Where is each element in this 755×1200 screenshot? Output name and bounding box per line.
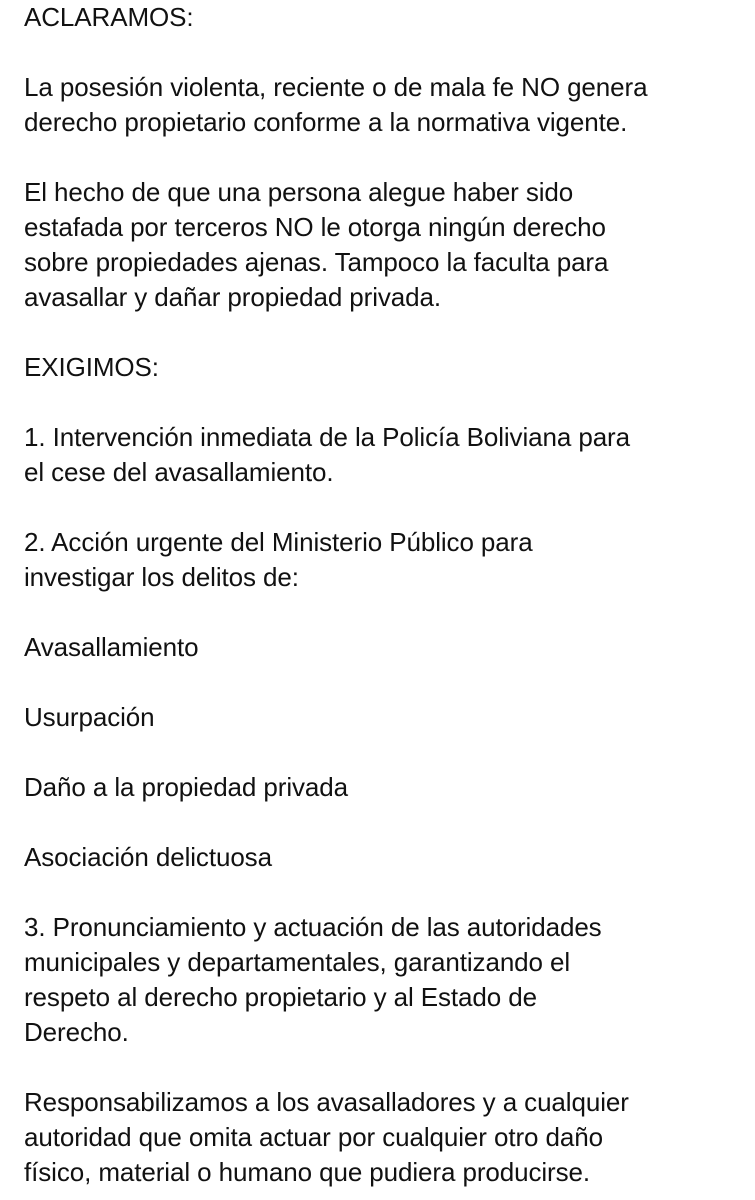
paragraph-line: derecho propietario conforme a la normativa vigente. [24,107,628,137]
delito-label: Asociación delictuosa [24,842,272,872]
delito-dano [24,770,744,805]
spacer [24,315,744,350]
spacer [24,140,744,175]
paragraph-line: avasallar y dañar propiedad privada. [24,282,441,312]
closing-paragraph [24,1085,744,1190]
spacer [24,595,744,630]
demand-item-3 [24,910,744,1050]
paragraph-posesion [24,70,744,140]
demand-item-1 [24,420,744,490]
paragraph-line: físico, material o humano que pudiera producirse. [24,1157,590,1187]
delito-label: Usurpación [24,702,155,732]
heading-exigimos [24,350,744,385]
heading-line: EXIGIMOS: [24,352,159,382]
spacer [24,805,744,840]
heading-aclaramos [24,0,744,35]
paragraph-line: La posesión violenta, reciente o de mala fe NO genera [24,72,648,102]
paragraph-line: respeto al derecho propietario y al Estado de [24,982,537,1012]
heading-line: ACLARAMOS: [24,2,194,32]
spacer [24,35,744,70]
delito-label: Daño a la propiedad privada [24,772,348,802]
paragraph-line: estafada por terceros NO le otorga ningún derecho [24,212,606,242]
paragraph-line: 3. Pronunciamiento y actuación de las autoridades [24,912,602,942]
paragraph-line: municipales y departamentales, garantizando el [24,947,571,977]
spacer [24,735,744,770]
paragraph-line: autoridad que omita actuar por cualquier otro daño [24,1122,603,1152]
paragraph-line: sobre propiedades ajenas. Tampoco la faculta para [24,247,609,277]
spacer [24,875,744,910]
spacer [24,490,744,525]
paragraph-line: el cese del avasallamiento. [24,457,334,487]
paragraph-line: Responsabilizamos a los avasalladores y a cualquier [24,1087,629,1117]
demand-item-2 [24,525,744,595]
delito-usurpacion [24,700,744,735]
spacer [24,385,744,420]
spacer [24,1050,744,1085]
delito-asociacion [24,840,744,875]
document-body [24,0,744,1190]
paragraph-line: investigar los delitos de: [24,562,299,592]
paragraph-line: Derecho. [24,1017,129,1047]
delito-label: Avasallamiento [24,632,199,662]
delito-avasallamiento [24,630,744,665]
paragraph-line: El hecho de que una persona alegue haber sido [24,177,574,207]
paragraph-line: 1. Intervención inmediata de la Policía Boliviana para [24,422,630,452]
paragraph-line: 2. Acción urgente del Ministerio Público para [24,527,533,557]
spacer [24,665,744,700]
paragraph-estafa [24,175,744,315]
